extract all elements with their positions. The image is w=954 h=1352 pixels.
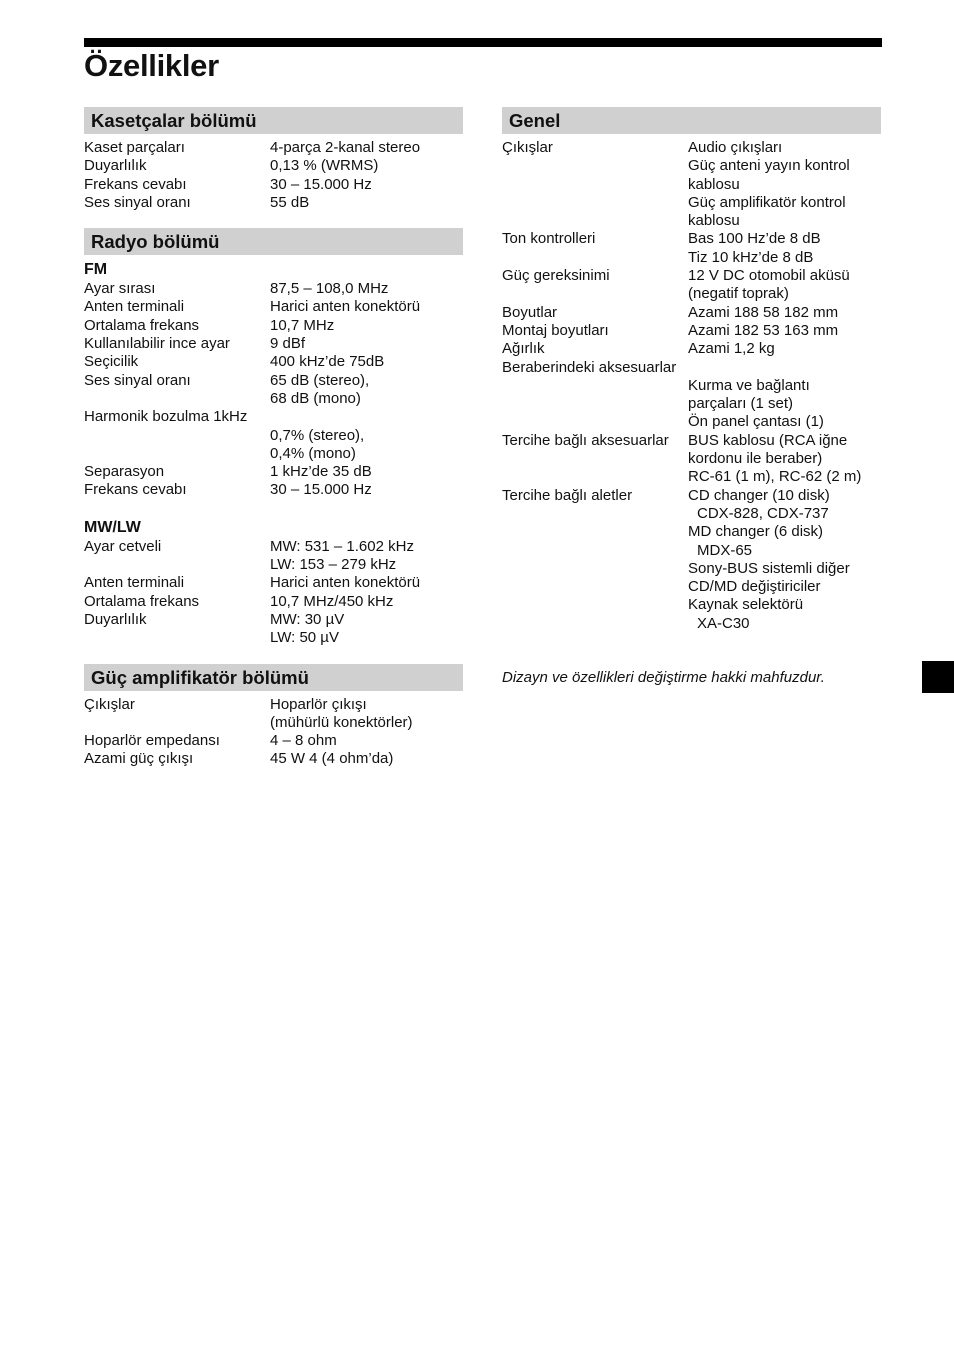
spec-label: Ayar sırası (84, 280, 156, 298)
spec-value-line: MW: 30 µV (270, 610, 345, 628)
spec-row (84, 481, 463, 499)
spec-value-line: 1 kHz’de 35 dB (270, 463, 372, 481)
spec-row (84, 732, 463, 750)
spec-value-line: kablosu (688, 175, 740, 193)
spec-row (84, 317, 463, 335)
spec-label: Ses sinyal oranı (84, 193, 191, 211)
spec-label: Montaj boyutları (502, 321, 609, 339)
spec-label: Çıkışlar (84, 695, 135, 713)
disclaimer-note: Dizayn ve özellikleri değiştirme hakki mahfuzdur. (502, 669, 825, 687)
spec-value-line: Azami 188 58 182 mm (688, 303, 839, 321)
spec-value-line: CD/MD değiştiriciler (688, 578, 821, 596)
spec-row (84, 408, 463, 426)
spec-value (688, 304, 881, 322)
spec-value-line: CD changer (10 disk) (688, 486, 830, 504)
spec-value-line: 0,7% (stereo), (270, 426, 365, 444)
spec-value-line: XA-C30 (697, 614, 750, 632)
spec-row (502, 377, 881, 432)
spec-value-line: 10,7 MHz/450 kHz (270, 592, 394, 610)
spec-label: Kaset parçaları (84, 139, 185, 156)
section-heading: Kasetçalar bölümü (84, 107, 463, 134)
spec-row (502, 139, 881, 230)
spec-value (688, 340, 881, 358)
spec-value-line: CDX-828, CDX-737 (697, 504, 829, 522)
spec-label: Beraberindeki aksesuarlar (502, 358, 677, 376)
spec-value (270, 593, 463, 611)
spec-value (688, 377, 881, 432)
spec-label: Çıkışlar (502, 139, 553, 156)
spec-value-line: Kurma ve bağlantı (688, 376, 810, 394)
spec-value-line: 0,13 % (WRMS) (270, 157, 379, 175)
spec-value (270, 538, 463, 575)
spec-value-line: 30 – 15.000 Hz (270, 481, 372, 499)
spec-value (270, 732, 463, 750)
subsection-heading: MW/LW (84, 518, 141, 536)
spec-value-line: Azami 1,2 kg (688, 340, 775, 358)
spec-row (84, 372, 463, 409)
spec-row (84, 574, 463, 592)
spec-value-line: Audio çıkışları (688, 139, 783, 156)
spec-value-line: Harici anten konektörü (270, 574, 421, 592)
spec-value-line: Hoparlör çıkışı (270, 695, 367, 713)
spec-value-line: 10,7 MHz (270, 316, 335, 334)
spec-value (270, 157, 463, 175)
spec-value (270, 139, 463, 157)
spec-value-line: 68 dB (mono) (270, 389, 361, 407)
spec-row (84, 335, 463, 353)
spec-row (84, 298, 463, 316)
spec-row (84, 194, 463, 212)
section-gap (84, 648, 463, 664)
spec-value-line: Sony-BUS sistemli diğer (688, 559, 850, 577)
spec-row (502, 322, 881, 340)
subsection-heading: FM (84, 261, 108, 279)
spec-row (84, 427, 463, 464)
spec-value-line: LW: 153 – 279 kHz (270, 556, 397, 574)
spec-value (270, 481, 463, 499)
spec-label: Hoparlör empedansı (84, 732, 220, 750)
subsection-gap (84, 500, 463, 517)
spec-value (270, 427, 463, 464)
spec-label: Anten terminali (84, 574, 185, 592)
spec-row (84, 593, 463, 611)
spec-row (84, 696, 463, 733)
spec-label: Tercihe bağlı aksesuarlar (502, 431, 669, 449)
spec-label: Tercihe bağlı aletler (502, 486, 633, 504)
spec-row (84, 157, 463, 175)
spec-value-line: 30 – 15.000 Hz (270, 175, 372, 193)
spec-value-line: 9 dBf (270, 335, 306, 353)
section-heading: Genel (502, 107, 881, 134)
spec-value (270, 176, 463, 194)
spec-row (84, 538, 463, 575)
spec-row (84, 280, 463, 298)
spec-value-line: RC-61 (1 m), RC-62 (2 m) (688, 468, 862, 486)
spec-value-line: 12 V DC otomobil aküsü (688, 267, 850, 285)
spec-value (270, 280, 463, 298)
spec-label: Separasyon (84, 463, 165, 481)
left-column (84, 107, 463, 769)
spec-value (270, 353, 463, 371)
right-column (502, 107, 881, 686)
spec-label: Duyarlılık (84, 157, 147, 175)
spec-label: Duyarlılık (84, 610, 147, 628)
spec-row (502, 267, 881, 304)
spec-value-line: kablosu (688, 212, 740, 230)
spec-value-line: 400 kHz’de 75dB (270, 353, 385, 371)
spec-label: Ses sinyal oranı (84, 371, 191, 389)
spec-row (502, 487, 881, 633)
spec-value-line: Azami 182 53 163 mm (688, 321, 839, 339)
spec-row (502, 432, 881, 487)
spec-row (502, 304, 881, 322)
spec-value (688, 432, 881, 487)
section-gap (84, 212, 463, 228)
spec-value (688, 267, 881, 304)
spec-row (84, 611, 463, 648)
spec-value (270, 298, 463, 316)
spec-value (688, 230, 881, 267)
spec-label: Ortalama frekans (84, 316, 200, 334)
section-heading: Radyo bölümü (84, 228, 463, 255)
spec-value-line: 45 W 4 (4 ohm’da) (270, 750, 394, 768)
spec-value-line: 0,4% (mono) (270, 444, 356, 462)
spec-value (688, 322, 881, 340)
spec-value (270, 463, 463, 481)
spec-label: Azami güç çıkışı (84, 750, 194, 768)
spec-value-line: LW: 50 µV (270, 629, 339, 647)
spec-label: Boyutlar (502, 303, 558, 321)
spec-label (84, 427, 270, 464)
spec-value-line: Ön panel çantası (1) (688, 413, 824, 431)
spec-value-line: Güç amplifikatör kontrol (688, 193, 846, 211)
spec-label: Kullanılabilir ince ayar (84, 335, 230, 353)
spec-value (270, 317, 463, 335)
spec-row (502, 230, 881, 267)
section-heading: Güç amplifikatör bölümü (84, 664, 463, 691)
spec-value-line: MD changer (6 disk) (688, 523, 824, 541)
spec-value-line: MDX-65 (697, 541, 753, 559)
spec-row (84, 139, 463, 157)
spec-value (270, 194, 463, 212)
spec-value-line: Harici anten konektörü (270, 298, 421, 316)
top-rule (84, 38, 882, 47)
spec-label: Ortalama frekans (84, 592, 200, 610)
spec-label: Ayar cetveli (84, 537, 162, 555)
spec-label: Güç gereksinimi (502, 267, 610, 285)
spec-value-line: MW: 531 – 1.602 kHz (270, 537, 414, 555)
spec-value (688, 139, 881, 230)
spec-label: Ağırlık (502, 340, 545, 358)
spec-label: Frekans cevabı (84, 175, 187, 193)
spec-row (502, 340, 881, 358)
spec-label: Ton kontrolleri (502, 230, 596, 248)
spec-value (270, 335, 463, 353)
spec-value-line: (mühürlü konektörler) (270, 713, 413, 731)
spec-row (502, 359, 881, 377)
spec-value-line: parçaları (1 set) (688, 395, 794, 413)
page-thumb-tab (922, 661, 954, 693)
spec-label: Seçicilik (84, 353, 139, 371)
spec-value-line: Güç anteni yayın kontrol (688, 157, 850, 175)
spec-label: Anten terminali (84, 298, 185, 316)
spec-value-line: 4 – 8 ohm (270, 732, 337, 750)
spec-row (84, 463, 463, 481)
spec-label (502, 377, 688, 432)
spec-value-line: 65 dB (stereo), (270, 371, 370, 389)
spec-list (502, 139, 881, 633)
spec-value-line: kordonu ile beraber) (688, 450, 823, 468)
spec-value (688, 487, 881, 633)
spec-value (270, 696, 463, 733)
spec-label: Frekans cevabı (84, 481, 187, 499)
spec-value-line: 55 dB (270, 193, 310, 211)
page-title: Özellikler (84, 48, 219, 83)
spec-row (84, 176, 463, 194)
spec-value-line: Tiz 10 kHz’de 8 dB (688, 248, 814, 266)
spec-value (270, 574, 463, 592)
spec-label: Harmonik bozulma 1kHz (84, 408, 248, 426)
spec-value-line: (negatif toprak) (688, 285, 789, 303)
spec-value (270, 611, 463, 648)
spec-row (84, 750, 463, 768)
spec-row (84, 353, 463, 371)
spec-value-line: BUS kablosu (RCA iğne (688, 431, 848, 449)
spec-value-line: Kaynak selektörü (688, 596, 804, 614)
spec-value-line: 87,5 – 108,0 MHz (270, 280, 389, 298)
spec-value-line: 4-parça 2-kanal stereo (270, 139, 421, 156)
spec-value (270, 750, 463, 768)
spec-value-line: Bas 100 Hz’de 8 dB (688, 230, 821, 248)
spec-value (270, 372, 463, 409)
